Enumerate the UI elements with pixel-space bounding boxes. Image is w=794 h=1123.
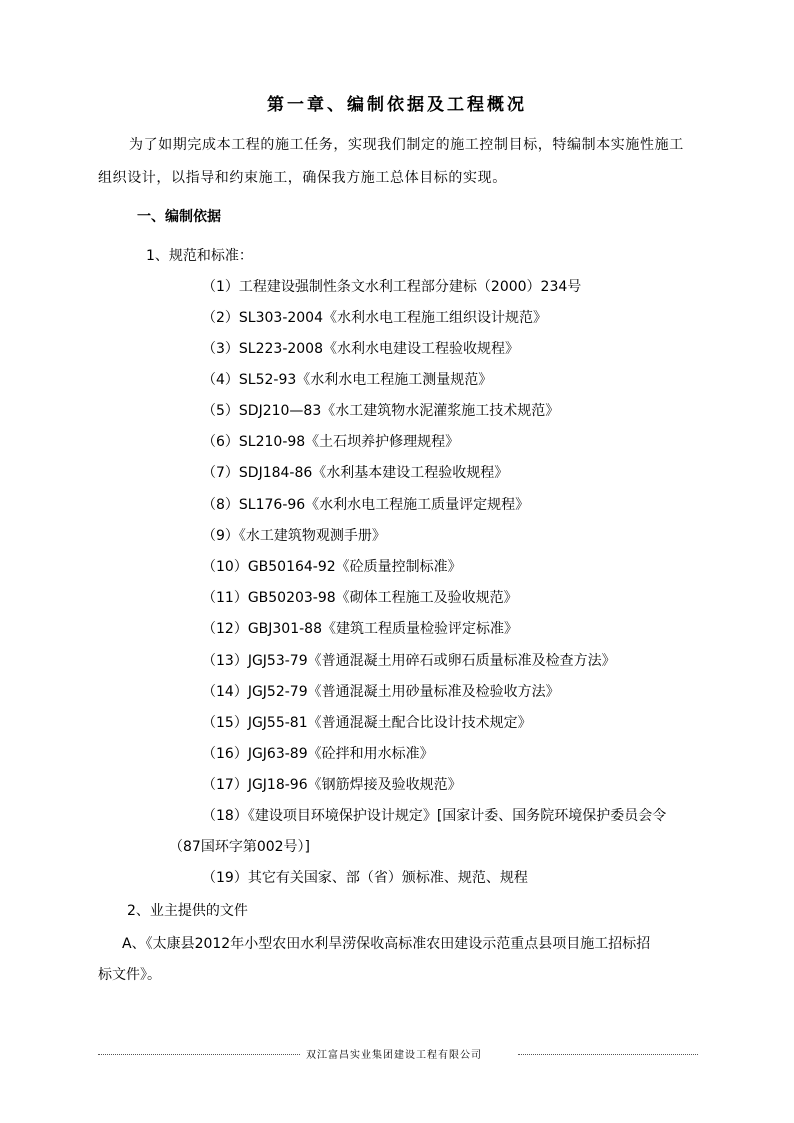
standard-item: （16）JGJ63-89《砼拌和用水标准》 [202, 746, 434, 762]
standard-item: （12）GBJ301-88《建筑工程质量检验评定标准》 [202, 621, 518, 637]
standard-item: （13）JGJ53-79《普通混凝土用碎石或卵石质量标准及检查方法》 [202, 653, 616, 669]
chapter-title: 第一章、编制依据及工程概况 [267, 95, 527, 115]
footer-divider-left [98, 1054, 300, 1055]
standard-item: （3）SL223-2008《水利水电建设工程验收规程》 [202, 341, 519, 357]
intro-paragraph-line-2: 组织设计，以指导和约束施工，确保我方施工总体目标的实现。 [98, 170, 507, 186]
standard-item: （14）JGJ52-79《普通混凝土用砂量标准及检验收方法》 [202, 684, 560, 700]
owner-document-line-1: A、《太康县2012年小型农田水利旱涝保收高标准农田建设示范重点县项目施工招标招 [122, 936, 651, 952]
standard-item: （17）JGJ18-96《钢筋焊接及验收规范》 [202, 777, 462, 793]
intro-paragraph-line-1: 为了如期完成本工程的施工任务，实现我们制定的施工控制目标，特编制本实施性施工 [129, 137, 684, 153]
standard-item: （15）JGJ55-81《普通混凝土配合比设计技术规定》 [202, 715, 532, 731]
owner-document-line-2: 标文件》。 [98, 967, 161, 983]
standard-item: （10）GB50164-92《砼质量控制标准》 [202, 559, 462, 575]
standard-item: （18）《建设项目环境保护设计规定》[国家计委、国务院环境保护委员会令 [202, 808, 667, 824]
standard-item: （9）《水工建筑物观测手册》 [202, 528, 386, 544]
standard-item: （8）SL176-96《水利水电工程施工质量评定规程》 [202, 497, 530, 513]
standard-item: （2）SL303-2004《水利水电工程施工组织设计规范》 [202, 310, 547, 326]
page-footer [98, 1046, 698, 1062]
standard-item: （4）SL52-93《水利水电工程施工测量规范》 [202, 372, 493, 388]
standard-item: （6）SL210-98《土石坝养护修理规程》 [202, 434, 460, 450]
standard-item: （7）SDJ184-86《水利基本建设工程验收规程》 [202, 465, 509, 481]
section-heading: 一、编制依据 [137, 209, 221, 225]
subsection-heading-owner-documents: 2、业主提供的文件 [127, 903, 248, 919]
standard-item: （5）SDJ210—83《水工建筑物水泥灌浆施工技术规范》 [202, 403, 560, 419]
standard-item: （19）其它有关国家、部（省）颁标准、规范、规程 [202, 870, 528, 886]
standard-item: （1）工程建设强制性条文水利工程部分建标（2000）234号 [202, 279, 582, 295]
standard-item: （11）GB50203-98《砌体工程施工及验收规范》 [202, 590, 518, 606]
footer-company-name: 双江富昌实业集团建设工程有限公司 [306, 1050, 482, 1061]
subsection-heading-standards: 1、规范和标准： [146, 248, 253, 264]
standard-item-continuation: （87国环字第002号）] [169, 839, 310, 855]
footer-divider-right [518, 1054, 698, 1055]
